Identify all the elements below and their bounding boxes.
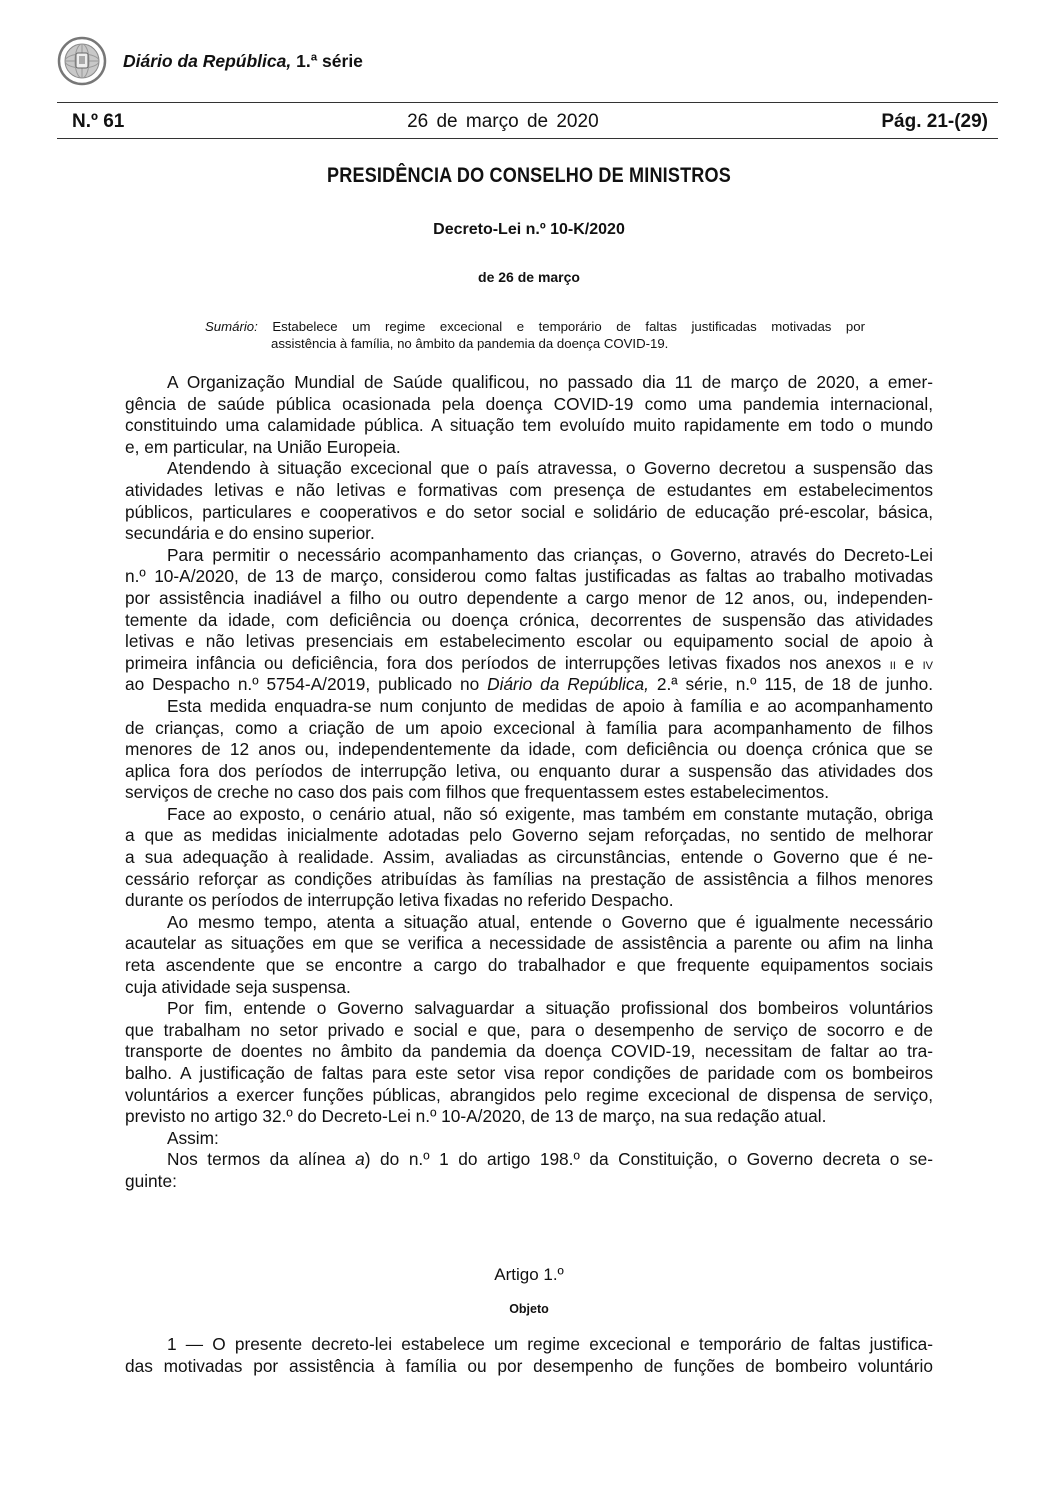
- decree-date: de 26 de março: [478, 269, 580, 285]
- text-line: temente da idade, com deficiência ou doença crónica, decorrentes de suspensão das atividades: [125, 609, 933, 630]
- text-line: Face ao exposto, o cenário atual, não só exigente, mas também em constante mutação, obriga: [167, 803, 933, 824]
- ministry-title: PRESIDÊNCIA DO CONSELHO DE MINISTROS: [327, 164, 731, 187]
- text-line: atividades letivas e não letivas e formativas com presença de estudantes em estabelecimentos: [125, 479, 933, 500]
- journal-reference: Diário da República,: [487, 674, 649, 695]
- text-line: n.º 10-A/2020, de 13 de março, considerou como faltas justificadas as faltas ao trabalho motivadas: [125, 566, 933, 587]
- text-line: por assistência inadiável a filho ou outro dependente a cargo menor de 12 anos, ou, independen-: [125, 587, 933, 608]
- text-line: menores de 12 anos ou, independentemente da idade, com deficiência ou doença crónica que se: [125, 739, 933, 760]
- journal-title: [123, 51, 363, 72]
- issue-date: 26 de março de 2020: [407, 111, 599, 132]
- text-line: A Organização Mundial de Saúde qualificou, no passado dia 11 de março de 2020, a emer-: [167, 372, 933, 392]
- article-heading: Artigo 1.º: [494, 1265, 564, 1284]
- header-bottom-rule: [57, 138, 998, 139]
- text-line: gência de saúde pública ocasionada pela doença COVID-19 como uma pandemia internacional,: [125, 393, 933, 414]
- text-line: a que as medidas inicialmente adotadas pelo Governo sejam reforçadas, no sentido de melhorar: [125, 825, 933, 846]
- page-number: Pág. 21-(29): [881, 111, 988, 132]
- journal-series: 1.ª série: [296, 50, 363, 71]
- text-line: durante os períodos de interrupção letiva fixadas no referido Despacho.: [125, 890, 674, 911]
- coat-of-arms-seal-icon: [57, 36, 107, 86]
- text-line: 1 — O presente decreto-lei estabelece um regime excecional e temporário de faltas justifica-: [167, 1334, 933, 1354]
- text-line: Atendendo à situação excecional que o país atravessa, o Governo decretou a suspensão das: [167, 458, 933, 479]
- text-line: previsto no artigo 32.º do Decreto-Lei n.º 10-A/2020, de 13 de março, na sua redação atual.: [125, 1106, 827, 1127]
- summary-line: assistência à família, no âmbito da pandemia da doença COVID-19.: [271, 336, 669, 351]
- text-line: Assim:: [167, 1127, 219, 1148]
- text-line: Nos termos da alínea a) do n.º 1 do artigo 198.º da Constituição, o Governo decreta o se-: [167, 1149, 933, 1170]
- journal-name: Diário da República,: [123, 50, 292, 71]
- preamble-text: [125, 372, 933, 1193]
- text-line: públicos, particulares e cooperativos e do setor social e solidário de educação pré-escolar, básica,: [125, 501, 933, 522]
- text-line: cessário reforçar as condições atribuídas às famílias na prestação de assistência a filhos menores: [125, 868, 933, 889]
- decree-title: Decreto-Lei n.º 10-K/2020: [433, 221, 625, 238]
- summary-line: Sumário: Estabelece um regime excecional e temporário de faltas justificadas motivadas por: [205, 319, 865, 334]
- text-line: e, em particular, na União Europeia.: [125, 436, 401, 457]
- text-line: Esta medida enquadra-se num conjunto de medidas de apoio à família e ao acompanhamento: [167, 695, 933, 716]
- text-line: secundária e do ensino superior.: [125, 523, 375, 544]
- text-line: acautelar as situações em que se verifica a necessidade de assistência a parente ou afim na linha: [125, 933, 933, 954]
- text-line: cuja atividade seja suspensa.: [125, 976, 351, 997]
- text-line: balho. A justificação de faltas para este setor visa repor condições de paridade com os bombeiros: [125, 1063, 933, 1083]
- text-line: Por fim, entende o Governo salvaguardar a situação profissional dos bombeiros voluntários: [167, 998, 933, 1019]
- text-line: letivas e não letivas presenciais em estabelecimento escolar ou equipamento social de apoio à: [125, 631, 933, 652]
- text-line: voluntários a exercer funções públicas, abrangidos pelo regime excecional de dispensa de serviço,: [125, 1084, 933, 1105]
- text-line: de crianças, como a criação de um apoio excecional à família para acompanhamento de filhos: [125, 717, 933, 738]
- text-line: transporte de doentes no âmbito da pandemia da doença COVID-19, necessitam de faltar ao tra-: [125, 1041, 933, 1062]
- article-text: [125, 1334, 933, 1377]
- text-line: guinte:: [125, 1170, 177, 1191]
- text-line: que trabalham no setor privado e social e que, para o desempenho de serviço de socorro e de: [125, 1019, 933, 1040]
- text-line: primeira infância ou deficiência, fora dos períodos de interrupções letivas fixados nos anexos II e IV: [125, 652, 933, 673]
- header-top-rule: [57, 102, 998, 103]
- annex-iv: IV: [922, 659, 933, 672]
- issue-number: N.º 61: [72, 111, 125, 132]
- text-line: reta ascendente que se encontre a cargo do trabalhador e que frequente equipamentos sociais: [125, 955, 933, 976]
- text-line: constituindo uma calamidade pública. A situação tem evoluído muito rapidamente em todo o mundo: [125, 415, 933, 436]
- summary-label: Sumário:: [205, 319, 258, 334]
- text-line: Ao mesmo tempo, atenta a situação atual, entende o Governo que é igualmente necessário: [167, 911, 933, 932]
- text-line: a sua adequação à realidade. Assim, avaliadas as circunstâncias, entende o Governo que é ne-: [125, 847, 933, 868]
- text-line: aplica fora dos períodos de interrupção letiva, ou enquanto durar a suspensão das atividades dos: [125, 760, 933, 781]
- text-line: serviços de creche no caso dos pais com filhos que frequentassem estes estabelecimentos.: [125, 782, 830, 803]
- issue-header: [72, 108, 988, 136]
- text-line: das motivadas por assistência à família ou por desempenho de funções de bombeiro voluntário: [125, 1355, 933, 1376]
- text-line: ao Despacho n.º 5754-A/2019, publicado no Diário da República, 2.ª série, n.º 115, de 18 de junho.: [125, 674, 933, 695]
- article-subject: Objeto: [509, 1302, 549, 1316]
- annex-ii: II: [889, 659, 896, 672]
- text-line: Para permitir o necessário acompanhamento das crianças, o Governo, através do Decreto-Lei: [167, 544, 933, 565]
- masthead: [57, 36, 363, 86]
- decree-summary: [205, 318, 865, 352]
